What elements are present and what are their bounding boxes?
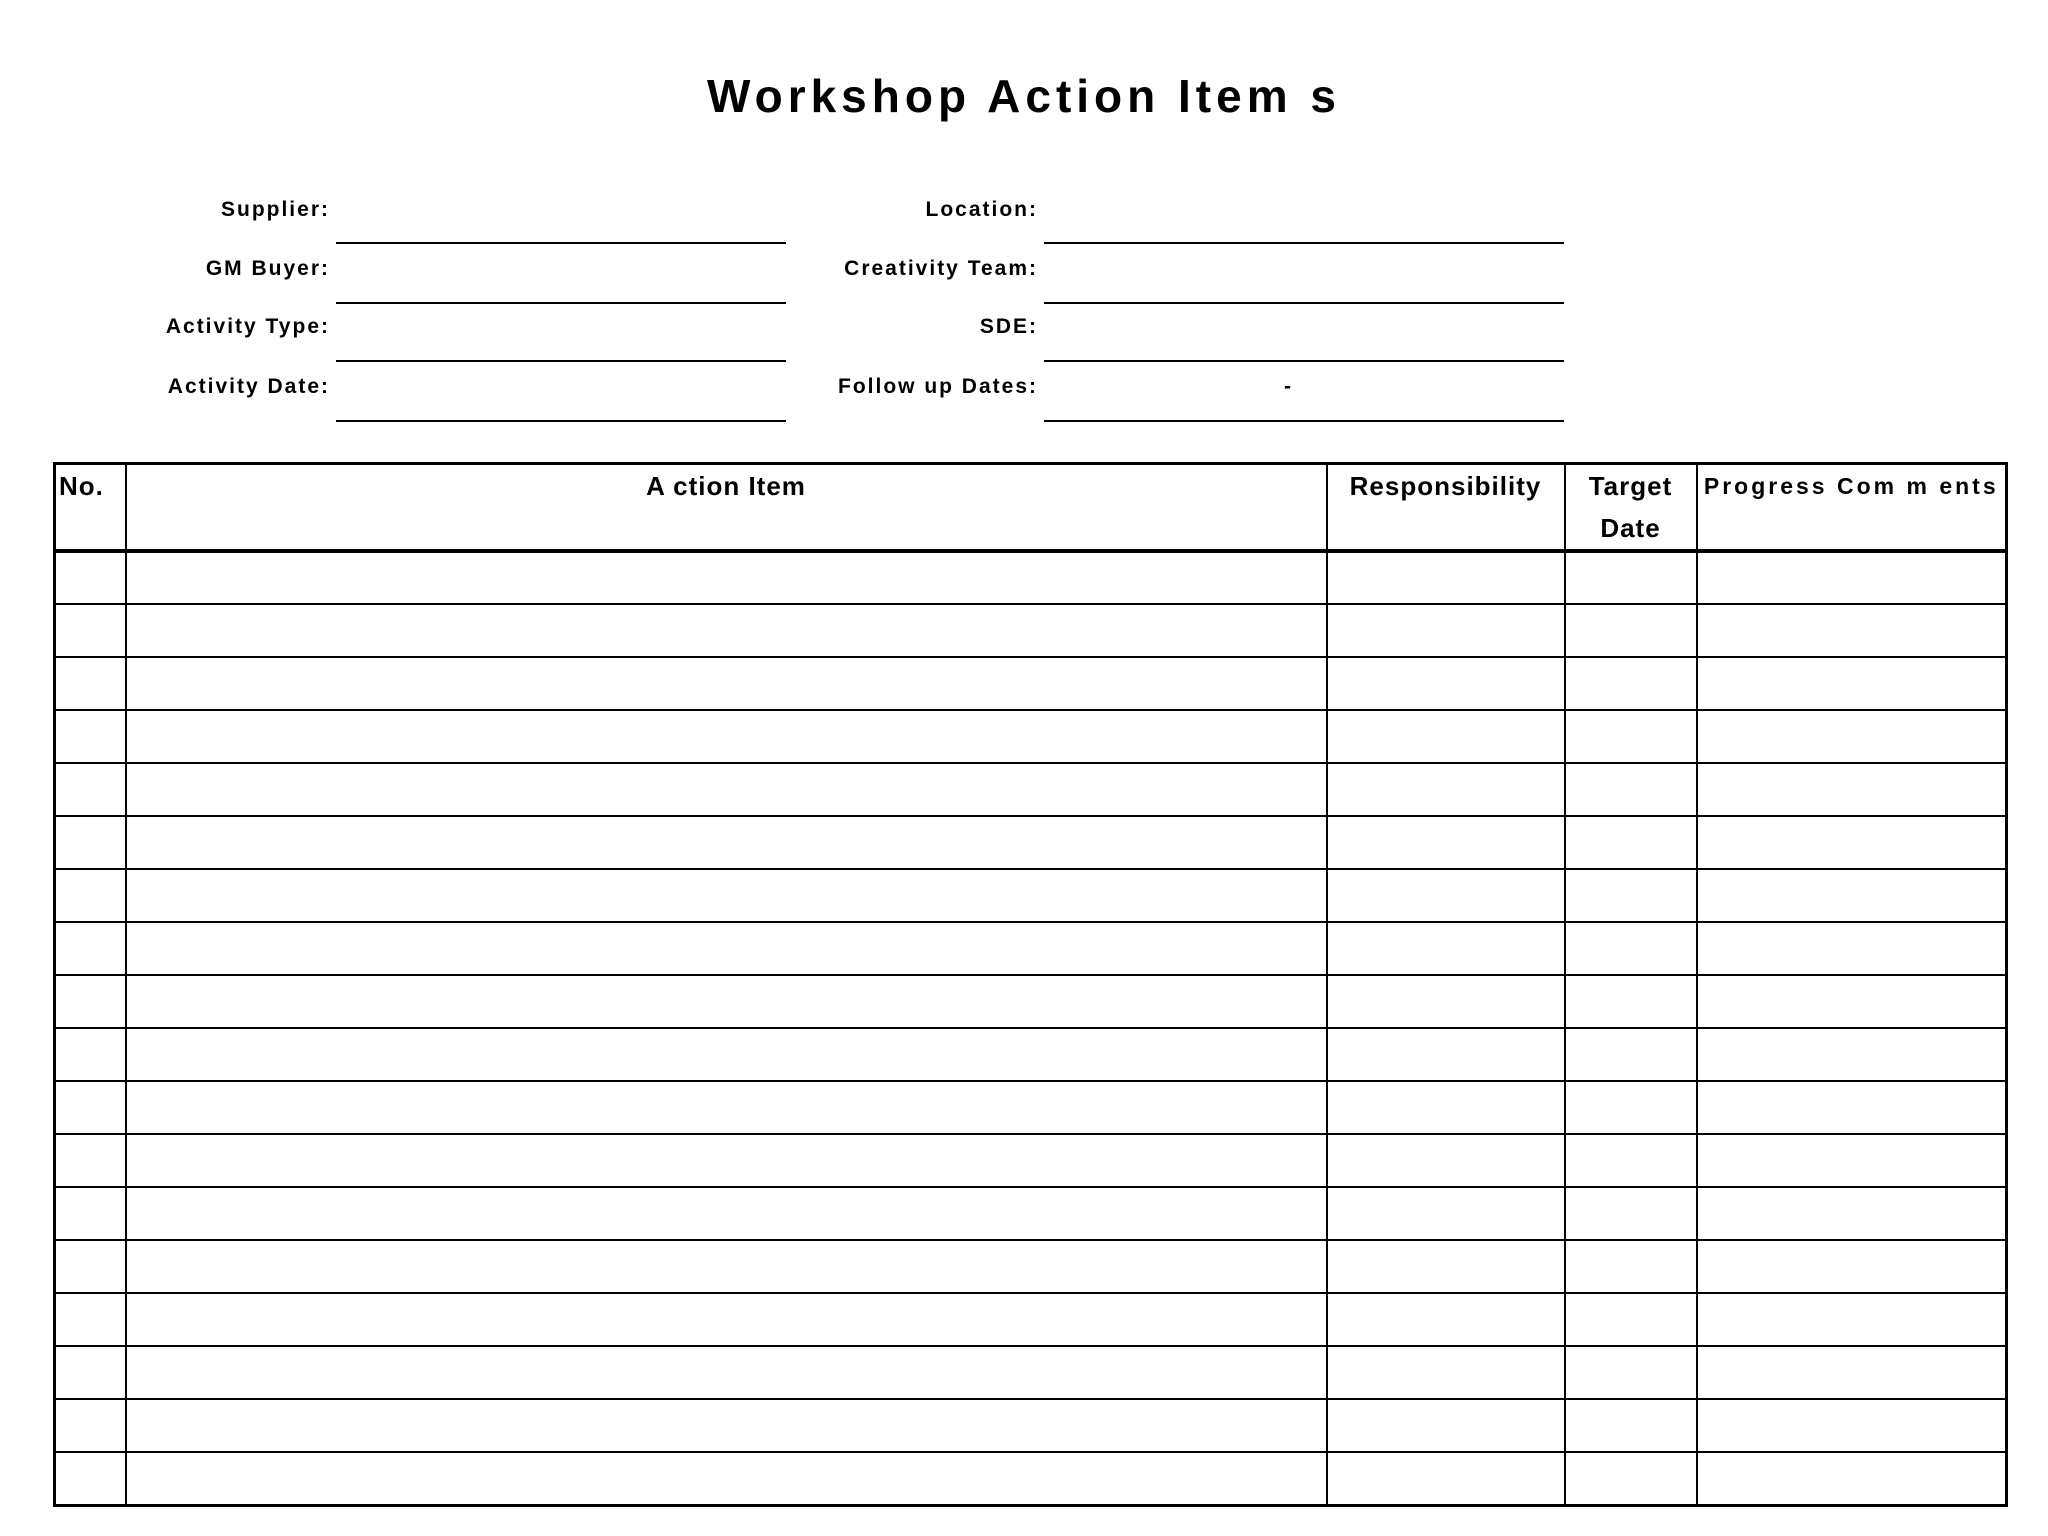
cell-action-item[interactable] — [126, 1452, 1327, 1505]
follow-up-dates-label: Follow up Dates: — [838, 375, 1038, 398]
cell-responsibility[interactable] — [1327, 1187, 1565, 1240]
cell-progress-comments[interactable] — [1697, 1081, 2007, 1134]
cell-responsibility[interactable] — [1327, 551, 1565, 604]
activity-type-label: Activity Type: — [165, 315, 330, 338]
cell-responsibility[interactable] — [1327, 1452, 1565, 1505]
cell-target-date[interactable] — [1565, 1187, 1697, 1240]
cell-action-item[interactable] — [126, 551, 1327, 604]
cell-target-date[interactable] — [1565, 1399, 1697, 1452]
gm-buyer-label: GM Buyer: — [205, 257, 330, 280]
cell-responsibility[interactable] — [1327, 922, 1565, 975]
table-header-row — [55, 464, 2007, 552]
cell-action-item[interactable] — [126, 1081, 1327, 1134]
cell-progress-comments[interactable] — [1697, 869, 2007, 922]
cell-target-date[interactable] — [1565, 763, 1697, 816]
cell-no[interactable] — [55, 869, 126, 922]
cell-progress-comments[interactable] — [1697, 1399, 2007, 1452]
cell-action-item[interactable] — [126, 657, 1327, 710]
cell-responsibility[interactable] — [1327, 604, 1565, 657]
cell-no[interactable] — [55, 710, 126, 763]
table-row — [55, 710, 2007, 763]
sde-field[interactable] — [1044, 360, 1564, 362]
supplier-label: Supplier: — [220, 198, 330, 221]
cell-no[interactable] — [55, 1187, 126, 1240]
cell-no[interactable] — [55, 1028, 126, 1081]
cell-action-item[interactable] — [126, 1134, 1327, 1187]
cell-progress-comments[interactable] — [1697, 975, 2007, 1028]
activity-type-field[interactable] — [336, 360, 786, 362]
cell-progress-comments[interactable] — [1697, 657, 2007, 710]
header-no: No. — [55, 464, 126, 552]
header-action-item: A ction Item — [126, 464, 1327, 552]
cell-action-item[interactable] — [126, 1399, 1327, 1452]
table-row — [55, 551, 2007, 604]
cell-action-item[interactable] — [126, 922, 1327, 975]
cell-responsibility[interactable] — [1327, 1293, 1565, 1346]
cell-no[interactable] — [55, 1346, 126, 1399]
cell-progress-comments[interactable] — [1697, 1028, 2007, 1081]
cell-action-item[interactable] — [126, 1240, 1327, 1293]
cell-action-item[interactable] — [126, 975, 1327, 1028]
location-label: Location: — [925, 198, 1038, 221]
cell-action-item[interactable] — [126, 710, 1327, 763]
cell-progress-comments[interactable] — [1697, 1240, 2007, 1293]
cell-target-date[interactable] — [1565, 1134, 1697, 1187]
cell-target-date[interactable] — [1565, 710, 1697, 763]
cell-action-item[interactable] — [126, 1187, 1327, 1240]
follow-up-dates-value: - — [1284, 375, 1291, 398]
cell-target-date[interactable] — [1565, 975, 1697, 1028]
table-row — [55, 869, 2007, 922]
table-row — [55, 922, 2007, 975]
cell-target-date[interactable] — [1565, 551, 1697, 604]
cell-progress-comments[interactable] — [1697, 604, 2007, 657]
cell-action-item[interactable] — [126, 869, 1327, 922]
cell-no[interactable] — [55, 551, 126, 604]
cell-target-date[interactable] — [1565, 816, 1697, 869]
action-items-table — [53, 462, 2008, 1507]
creativity-team-label: Creativity Team: — [844, 257, 1038, 280]
gm-buyer-field[interactable] — [336, 302, 786, 304]
cell-no[interactable] — [55, 1134, 126, 1187]
table-row — [55, 1399, 2007, 1452]
table-row — [55, 975, 2007, 1028]
cell-no[interactable] — [55, 657, 126, 710]
cell-no[interactable] — [55, 922, 126, 975]
table-row — [55, 1028, 2007, 1081]
cell-progress-comments[interactable] — [1697, 1293, 2007, 1346]
cell-action-item[interactable] — [126, 1293, 1327, 1346]
activity-date-label: Activity Date: — [167, 375, 330, 398]
cell-progress-comments[interactable] — [1697, 763, 2007, 816]
cell-target-date[interactable] — [1565, 1293, 1697, 1346]
cell-no[interactable] — [55, 1240, 126, 1293]
cell-action-item[interactable] — [126, 763, 1327, 816]
cell-progress-comments[interactable] — [1697, 922, 2007, 975]
table-row — [55, 1240, 2007, 1293]
cell-action-item[interactable] — [126, 604, 1327, 657]
table-row — [55, 1187, 2007, 1240]
header-responsibility: Responsibility — [1327, 464, 1565, 552]
table-row — [55, 604, 2007, 657]
table-row — [55, 816, 2007, 869]
cell-no[interactable] — [55, 763, 126, 816]
cell-responsibility[interactable] — [1327, 657, 1565, 710]
cell-target-date[interactable] — [1565, 1346, 1697, 1399]
cell-progress-comments[interactable] — [1697, 710, 2007, 763]
location-field[interactable] — [1044, 242, 1564, 244]
cell-responsibility[interactable] — [1327, 1399, 1565, 1452]
cell-target-date[interactable] — [1565, 1081, 1697, 1134]
cell-responsibility[interactable] — [1327, 710, 1565, 763]
table-row — [55, 657, 2007, 710]
cell-no[interactable] — [55, 816, 126, 869]
table-row — [55, 1081, 2007, 1134]
creativity-team-field[interactable] — [1044, 302, 1564, 304]
cell-responsibility[interactable] — [1327, 869, 1565, 922]
cell-target-date[interactable] — [1565, 604, 1697, 657]
cell-target-date[interactable] — [1565, 1452, 1697, 1505]
cell-responsibility[interactable] — [1327, 975, 1565, 1028]
cell-target-date[interactable] — [1565, 1240, 1697, 1293]
table-row — [55, 1293, 2007, 1346]
cell-responsibility[interactable] — [1327, 1134, 1565, 1187]
cell-action-item[interactable] — [126, 1028, 1327, 1081]
table-body — [55, 551, 2007, 1505]
table-row — [55, 1452, 2007, 1505]
cell-progress-comments[interactable] — [1697, 1452, 2007, 1505]
cell-target-date[interactable] — [1565, 922, 1697, 975]
cell-progress-comments[interactable] — [1697, 551, 2007, 604]
cell-progress-comments[interactable] — [1697, 1134, 2007, 1187]
table-row — [55, 1346, 2007, 1399]
cell-target-date[interactable] — [1565, 1028, 1697, 1081]
header-progress-comments: Progress Com m ents — [1697, 464, 2007, 552]
cell-no[interactable] — [55, 1399, 126, 1452]
cell-no[interactable] — [55, 1293, 126, 1346]
cell-no[interactable] — [55, 604, 126, 657]
table-row — [55, 763, 2007, 816]
cell-progress-comments[interactable] — [1697, 1187, 2007, 1240]
cell-responsibility[interactable] — [1327, 763, 1565, 816]
cell-target-date[interactable] — [1565, 657, 1697, 710]
page-title: Workshop Action Item s — [707, 70, 1341, 122]
header-target-date: Target Date — [1565, 464, 1697, 552]
sde-label: SDE: — [979, 315, 1038, 338]
cell-progress-comments[interactable] — [1697, 1346, 2007, 1399]
cell-progress-comments[interactable] — [1697, 816, 2007, 869]
follow-up-dates-field[interactable] — [1044, 420, 1564, 422]
cell-responsibility[interactable] — [1327, 1081, 1565, 1134]
cell-action-item[interactable] — [126, 1346, 1327, 1399]
cell-no[interactable] — [55, 975, 126, 1028]
cell-action-item[interactable] — [126, 816, 1327, 869]
cell-no[interactable] — [55, 1081, 126, 1134]
activity-date-field[interactable] — [336, 420, 786, 422]
cell-responsibility[interactable] — [1327, 1028, 1565, 1081]
cell-no[interactable] — [55, 1452, 126, 1505]
table-row — [55, 1134, 2007, 1187]
cell-responsibility[interactable] — [1327, 816, 1565, 869]
cell-responsibility[interactable] — [1327, 1240, 1565, 1293]
cell-responsibility[interactable] — [1327, 1346, 1565, 1399]
supplier-field[interactable] — [336, 242, 786, 244]
cell-target-date[interactable] — [1565, 869, 1697, 922]
